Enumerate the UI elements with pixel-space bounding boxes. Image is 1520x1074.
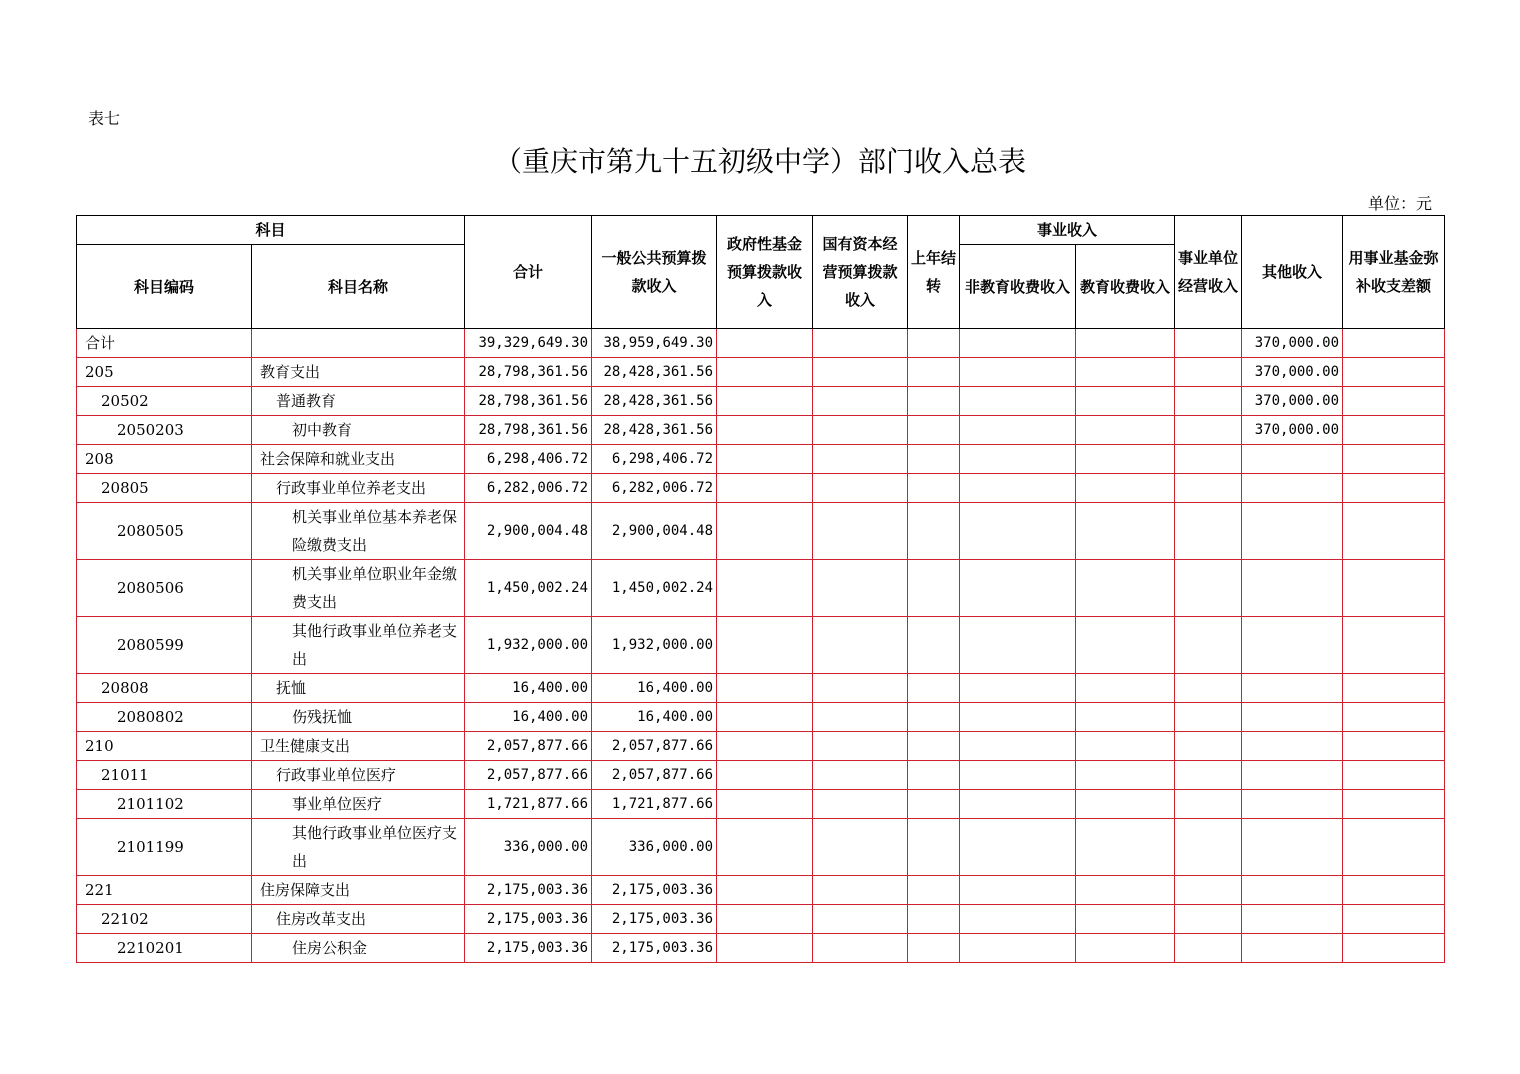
general-budget-cell: 28,428,361.56 (592, 416, 717, 445)
business-unit-op-cell (1175, 819, 1242, 876)
table-row (77, 934, 1445, 963)
carry-over-cell (908, 445, 960, 474)
other-income-cell (1242, 905, 1343, 934)
carry-over-cell (908, 732, 960, 761)
fund-offset-cell (1343, 732, 1445, 761)
carry-over-cell (908, 703, 960, 732)
table-row (77, 329, 1445, 358)
business-unit-op-cell (1175, 560, 1242, 617)
edu-fee-cell (1076, 674, 1175, 703)
gov-fund-cell (717, 905, 813, 934)
subject-name-cell: 其他行政事业单位医疗支出 (252, 819, 465, 876)
gov-fund-cell (717, 934, 813, 963)
non-edu-fee-cell (960, 416, 1076, 445)
edu-fee-cell (1076, 905, 1175, 934)
total-cell: 1,721,877.66 (465, 790, 592, 819)
general-budget-cell: 2,057,877.66 (592, 761, 717, 790)
non-edu-fee-cell (960, 474, 1076, 503)
total-cell: 2,175,003.36 (465, 876, 592, 905)
edu-fee-cell (1076, 329, 1175, 358)
edu-fee-cell (1076, 819, 1175, 876)
general-budget-cell: 2,175,003.36 (592, 934, 717, 963)
gov-fund-cell (717, 790, 813, 819)
business-unit-op-cell (1175, 387, 1242, 416)
business-unit-op-cell (1175, 329, 1242, 358)
other-income-cell (1242, 703, 1343, 732)
total-cell: 2,900,004.48 (465, 503, 592, 560)
non-edu-fee-cell (960, 703, 1076, 732)
carry-over-cell (908, 387, 960, 416)
business-unit-op-cell (1175, 445, 1242, 474)
subject-name-cell: 其他行政事业单位养老支出 (252, 617, 465, 674)
non-edu-fee-cell (960, 560, 1076, 617)
fund-offset-cell (1343, 934, 1445, 963)
carry-over-cell (908, 761, 960, 790)
other-income-cell: 370,000.00 (1242, 329, 1343, 358)
total-cell: 2,175,003.36 (465, 934, 592, 963)
table-row (77, 416, 1445, 445)
total-cell: 16,400.00 (465, 674, 592, 703)
general-budget-cell: 28,428,361.56 (592, 387, 717, 416)
header-non-edu-fee: 非教育收费收入 (960, 245, 1076, 329)
other-income-cell (1242, 819, 1343, 876)
header-subject-code: 科目编码 (77, 245, 252, 329)
general-budget-cell: 6,298,406.72 (592, 445, 717, 474)
non-edu-fee-cell (960, 617, 1076, 674)
subject-code-cell: 合计 (77, 329, 252, 358)
other-income-cell (1242, 445, 1343, 474)
other-income-cell (1242, 503, 1343, 560)
header-general-budget: 一般公共预算拨款收入 (592, 216, 717, 329)
total-cell: 28,798,361.56 (465, 358, 592, 387)
subject-code-cell: 2080599 (77, 617, 252, 674)
fund-offset-cell (1343, 474, 1445, 503)
non-edu-fee-cell (960, 934, 1076, 963)
carry-over-cell (908, 329, 960, 358)
fund-offset-cell (1343, 416, 1445, 445)
general-budget-cell: 6,282,006.72 (592, 474, 717, 503)
carry-over-cell (908, 474, 960, 503)
carry-over-cell (908, 358, 960, 387)
edu-fee-cell (1076, 934, 1175, 963)
general-budget-cell: 16,400.00 (592, 674, 717, 703)
carry-over-cell (908, 790, 960, 819)
header-state-capital: 国有资本经营预算拨款收入 (813, 216, 908, 329)
business-unit-op-cell (1175, 703, 1242, 732)
header-carry-over: 上年结转 (908, 216, 960, 329)
table-tag: 表七 (88, 109, 121, 128)
table-row (77, 503, 1445, 560)
business-unit-op-cell (1175, 358, 1242, 387)
page-title: （重庆市第九十五初级中学）部门收入总表 (493, 145, 1026, 178)
subject-code-cell: 2050203 (77, 416, 252, 445)
fund-offset-cell (1343, 703, 1445, 732)
subject-name-cell: 普通教育 (252, 387, 465, 416)
non-edu-fee-cell (960, 761, 1076, 790)
business-unit-op-cell (1175, 732, 1242, 761)
header-total: 合计 (465, 216, 592, 329)
table-row (77, 732, 1445, 761)
subject-name-cell: 事业单位医疗 (252, 790, 465, 819)
subject-name-cell: 伤残抚恤 (252, 703, 465, 732)
gov-fund-cell (717, 703, 813, 732)
fund-offset-cell (1343, 905, 1445, 934)
table-row (77, 358, 1445, 387)
table-row (77, 790, 1445, 819)
table-row (77, 819, 1445, 876)
subject-name-cell: 初中教育 (252, 416, 465, 445)
edu-fee-cell (1076, 617, 1175, 674)
business-unit-op-cell (1175, 674, 1242, 703)
carry-over-cell (908, 905, 960, 934)
other-income-cell (1242, 934, 1343, 963)
header-business-unit-op: 事业单位经营收入 (1175, 216, 1242, 329)
general-budget-cell: 28,428,361.56 (592, 358, 717, 387)
general-budget-cell: 1,721,877.66 (592, 790, 717, 819)
total-cell: 16,400.00 (465, 703, 592, 732)
total-cell: 6,298,406.72 (465, 445, 592, 474)
edu-fee-cell (1076, 790, 1175, 819)
business-unit-op-cell (1175, 934, 1242, 963)
business-unit-op-cell (1175, 416, 1242, 445)
other-income-cell (1242, 560, 1343, 617)
fund-offset-cell (1343, 819, 1445, 876)
fund-offset-cell (1343, 674, 1445, 703)
other-income-cell (1242, 674, 1343, 703)
subject-name-cell: 行政事业单位养老支出 (252, 474, 465, 503)
header-fund-offset: 用事业基金弥补收支差额 (1343, 216, 1445, 329)
subject-code-cell: 20805 (77, 474, 252, 503)
table-row (77, 474, 1445, 503)
gov-fund-cell (717, 617, 813, 674)
non-edu-fee-cell (960, 674, 1076, 703)
state-capital-cell (813, 445, 908, 474)
header-gov-fund: 政府性基金预算拨款收入 (717, 216, 813, 329)
general-budget-cell: 2,057,877.66 (592, 732, 717, 761)
other-income-cell: 370,000.00 (1242, 387, 1343, 416)
other-income-cell: 370,000.00 (1242, 358, 1343, 387)
gov-fund-cell (717, 819, 813, 876)
total-cell: 6,282,006.72 (465, 474, 592, 503)
total-cell: 2,057,877.66 (465, 761, 592, 790)
business-unit-op-cell (1175, 905, 1242, 934)
gov-fund-cell (717, 387, 813, 416)
total-cell: 1,932,000.00 (465, 617, 592, 674)
other-income-cell (1242, 474, 1343, 503)
subject-name-cell: 抚恤 (252, 674, 465, 703)
subject-code-cell: 205 (77, 358, 252, 387)
carry-over-cell (908, 819, 960, 876)
carry-over-cell (908, 617, 960, 674)
subject-name-cell (252, 329, 465, 358)
subject-name-cell: 教育支出 (252, 358, 465, 387)
table-row (77, 761, 1445, 790)
other-income-cell (1242, 617, 1343, 674)
state-capital-cell (813, 703, 908, 732)
non-edu-fee-cell (960, 732, 1076, 761)
table-row (77, 387, 1445, 416)
edu-fee-cell (1076, 761, 1175, 790)
table-row (77, 445, 1445, 474)
edu-fee-cell (1076, 474, 1175, 503)
business-unit-op-cell (1175, 761, 1242, 790)
subject-code-cell: 22102 (77, 905, 252, 934)
total-cell: 28,798,361.56 (465, 387, 592, 416)
state-capital-cell (813, 790, 908, 819)
total-cell: 28,798,361.56 (465, 416, 592, 445)
total-cell: 336,000.00 (465, 819, 592, 876)
state-capital-cell (813, 358, 908, 387)
business-unit-op-cell (1175, 474, 1242, 503)
general-budget-cell: 2,175,003.36 (592, 905, 717, 934)
subject-code-cell: 2101102 (77, 790, 252, 819)
subject-code-cell: 20502 (77, 387, 252, 416)
carry-over-cell (908, 934, 960, 963)
fund-offset-cell (1343, 387, 1445, 416)
total-cell: 2,175,003.36 (465, 905, 592, 934)
subject-code-cell: 21011 (77, 761, 252, 790)
edu-fee-cell (1076, 387, 1175, 416)
non-edu-fee-cell (960, 387, 1076, 416)
edu-fee-cell (1076, 703, 1175, 732)
state-capital-cell (813, 905, 908, 934)
unit-label: 单位：元 (1367, 194, 1432, 213)
header-other-income: 其他收入 (1242, 216, 1343, 329)
table-row (77, 876, 1445, 905)
fund-offset-cell (1343, 503, 1445, 560)
other-income-cell: 370,000.00 (1242, 416, 1343, 445)
table-row (77, 905, 1445, 934)
table-row (77, 703, 1445, 732)
total-cell: 39,329,649.30 (465, 329, 592, 358)
edu-fee-cell (1076, 503, 1175, 560)
state-capital-cell (813, 387, 908, 416)
fund-offset-cell (1343, 445, 1445, 474)
subject-code-cell: 20808 (77, 674, 252, 703)
fund-offset-cell (1343, 761, 1445, 790)
other-income-cell (1242, 790, 1343, 819)
other-income-cell (1242, 732, 1343, 761)
fund-offset-cell (1343, 617, 1445, 674)
gov-fund-cell (717, 761, 813, 790)
fund-offset-cell (1343, 329, 1445, 358)
gov-fund-cell (717, 876, 813, 905)
state-capital-cell (813, 761, 908, 790)
non-edu-fee-cell (960, 819, 1076, 876)
business-unit-op-cell (1175, 790, 1242, 819)
subject-code-cell: 2101199 (77, 819, 252, 876)
state-capital-cell (813, 674, 908, 703)
subject-code-cell: 210 (77, 732, 252, 761)
general-budget-cell: 16,400.00 (592, 703, 717, 732)
business-unit-op-cell (1175, 503, 1242, 560)
subject-code-cell: 2210201 (77, 934, 252, 963)
subject-name-cell: 住房保障支出 (252, 876, 465, 905)
carry-over-cell (908, 674, 960, 703)
gov-fund-cell (717, 445, 813, 474)
total-cell: 1,450,002.24 (465, 560, 592, 617)
state-capital-cell (813, 329, 908, 358)
other-income-cell (1242, 876, 1343, 905)
subject-code-cell: 2080506 (77, 560, 252, 617)
table-row (77, 674, 1445, 703)
non-edu-fee-cell (960, 358, 1076, 387)
gov-fund-cell (717, 474, 813, 503)
fund-offset-cell (1343, 876, 1445, 905)
subject-name-cell: 卫生健康支出 (252, 732, 465, 761)
edu-fee-cell (1076, 416, 1175, 445)
subject-code-cell: 2080802 (77, 703, 252, 732)
carry-over-cell (908, 416, 960, 445)
general-budget-cell: 2,175,003.36 (592, 876, 717, 905)
gov-fund-cell (717, 358, 813, 387)
state-capital-cell (813, 416, 908, 445)
other-income-cell (1242, 761, 1343, 790)
edu-fee-cell (1076, 732, 1175, 761)
general-budget-cell: 2,900,004.48 (592, 503, 717, 560)
header-subject-name: 科目名称 (252, 245, 465, 329)
gov-fund-cell (717, 732, 813, 761)
non-edu-fee-cell (960, 876, 1076, 905)
general-budget-cell: 336,000.00 (592, 819, 717, 876)
table-row (77, 560, 1445, 617)
subject-name-cell: 行政事业单位医疗 (252, 761, 465, 790)
fund-offset-cell (1343, 358, 1445, 387)
subject-code-cell: 221 (77, 876, 252, 905)
subject-code-cell: 208 (77, 445, 252, 474)
total-cell: 2,057,877.66 (465, 732, 592, 761)
state-capital-cell (813, 934, 908, 963)
business-unit-op-cell (1175, 617, 1242, 674)
non-edu-fee-cell (960, 329, 1076, 358)
carry-over-cell (908, 503, 960, 560)
gov-fund-cell (717, 674, 813, 703)
state-capital-cell (813, 617, 908, 674)
gov-fund-cell (717, 503, 813, 560)
edu-fee-cell (1076, 560, 1175, 617)
carry-over-cell (908, 876, 960, 905)
edu-fee-cell (1076, 876, 1175, 905)
non-edu-fee-cell (960, 503, 1076, 560)
subject-name-cell: 住房公积金 (252, 934, 465, 963)
header-subject: 科目 (77, 216, 465, 245)
state-capital-cell (813, 503, 908, 560)
subject-name-cell: 机关事业单位职业年金缴费支出 (252, 560, 465, 617)
subject-name-cell: 住房改革支出 (252, 905, 465, 934)
subject-name-cell: 社会保障和就业支出 (252, 445, 465, 474)
non-edu-fee-cell (960, 445, 1076, 474)
edu-fee-cell (1076, 358, 1175, 387)
income-summary-table (76, 215, 1445, 963)
state-capital-cell (813, 876, 908, 905)
subject-code-cell: 2080505 (77, 503, 252, 560)
state-capital-cell (813, 474, 908, 503)
edu-fee-cell (1076, 445, 1175, 474)
state-capital-cell (813, 560, 908, 617)
state-capital-cell (813, 732, 908, 761)
table-row (77, 617, 1445, 674)
carry-over-cell (908, 560, 960, 617)
general-budget-cell: 38,959,649.30 (592, 329, 717, 358)
gov-fund-cell (717, 560, 813, 617)
general-budget-cell: 1,932,000.00 (592, 617, 717, 674)
gov-fund-cell (717, 329, 813, 358)
non-edu-fee-cell (960, 790, 1076, 819)
general-budget-cell: 1,450,002.24 (592, 560, 717, 617)
fund-offset-cell (1343, 790, 1445, 819)
subject-name-cell: 机关事业单位基本养老保险缴费支出 (252, 503, 465, 560)
non-edu-fee-cell (960, 905, 1076, 934)
header-edu-fee: 教育收费收入 (1076, 245, 1175, 329)
gov-fund-cell (717, 416, 813, 445)
header-business-income: 事业收入 (960, 216, 1175, 245)
fund-offset-cell (1343, 560, 1445, 617)
state-capital-cell (813, 819, 908, 876)
business-unit-op-cell (1175, 876, 1242, 905)
